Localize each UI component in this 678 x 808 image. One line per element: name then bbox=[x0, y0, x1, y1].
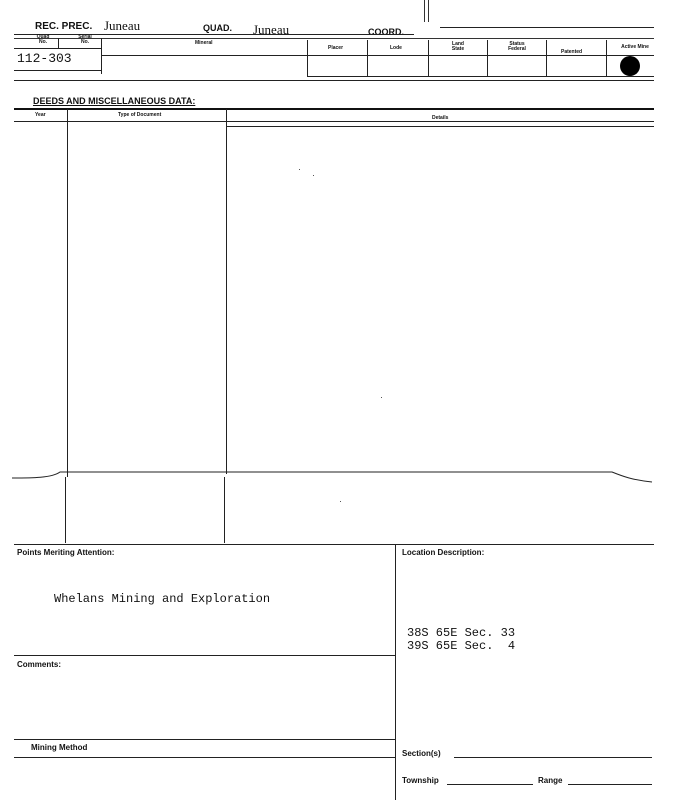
speck bbox=[299, 169, 300, 170]
scan-mark bbox=[424, 0, 429, 22]
header-sub-line bbox=[14, 38, 654, 39]
location-divider bbox=[395, 544, 396, 800]
col-lode: Lode bbox=[390, 45, 402, 51]
col-land-state: Land State bbox=[451, 41, 465, 52]
location-line-1: 38S 65E Sec. 33 bbox=[407, 626, 516, 640]
header-divider-1 bbox=[58, 38, 59, 48]
header-bottom-rule bbox=[14, 80, 654, 81]
active-mine-marker bbox=[620, 56, 640, 76]
deeds-top-rule bbox=[14, 108, 654, 110]
location-line-2: 39S 65E Sec. 4 bbox=[407, 639, 516, 653]
header-divider-3 bbox=[307, 40, 308, 76]
header-divider-8 bbox=[606, 40, 607, 76]
mining-method-label: Mining Method bbox=[31, 743, 88, 752]
quad-label: QUAD. bbox=[203, 23, 232, 33]
col-year: Year bbox=[35, 112, 46, 118]
speck bbox=[340, 501, 341, 502]
fold-line bbox=[12, 468, 654, 490]
header-divider-6 bbox=[487, 40, 488, 76]
speck bbox=[313, 175, 314, 176]
col-status-federal: Status Federal bbox=[508, 41, 526, 52]
rec-prec-label: REC. PREC. bbox=[35, 21, 93, 32]
col-active-mine: Active Mine bbox=[621, 44, 649, 50]
col-quad-no: Quad No. bbox=[36, 34, 50, 45]
rec-prec-value: Juneau bbox=[104, 18, 141, 33]
range-label: Range bbox=[538, 776, 563, 785]
points-value: Whelans Mining and Exploration bbox=[54, 592, 271, 606]
header-divider-7 bbox=[546, 40, 547, 76]
deeds-col-divider-2 bbox=[226, 109, 227, 474]
header-bottom-line-right bbox=[307, 76, 654, 77]
quad-value: Juneau bbox=[253, 22, 290, 37]
township-label: Township bbox=[402, 776, 439, 785]
header-divider-5 bbox=[428, 40, 429, 76]
comments-label: Comments: bbox=[17, 660, 62, 669]
quad-serial-value: 112-303 bbox=[17, 51, 72, 66]
township-field[interactable] bbox=[447, 784, 533, 785]
range-field[interactable] bbox=[568, 784, 652, 785]
col-serial-no: Serial No. bbox=[78, 34, 92, 45]
header-divider-4 bbox=[367, 40, 368, 76]
points-label: Points Meriting Attention: bbox=[17, 548, 115, 557]
col-type-document: Type of Document bbox=[118, 112, 162, 118]
header-top-line-right bbox=[440, 27, 654, 28]
col-mineral: Mineral bbox=[195, 40, 213, 46]
deeds-title: DEEDS AND MISCELLANEOUS DATA: bbox=[33, 96, 196, 106]
speck bbox=[381, 397, 382, 398]
deeds-header-rule bbox=[14, 121, 654, 122]
col-patented: Patented bbox=[561, 49, 583, 55]
mining-method-sub-rule bbox=[14, 757, 395, 758]
col-placer: Placer bbox=[328, 45, 344, 51]
deeds-col-divider-1b bbox=[65, 477, 66, 543]
col-details: Details bbox=[432, 115, 449, 121]
lower-section-rule bbox=[14, 544, 654, 545]
deeds-col-divider-1 bbox=[67, 109, 68, 477]
header-mid-line bbox=[14, 48, 102, 49]
header-divider-2 bbox=[101, 38, 102, 74]
header-row-line bbox=[102, 55, 654, 56]
sections-label: Section(s) bbox=[402, 749, 441, 758]
coord-label: COORD. bbox=[368, 27, 404, 37]
deeds-header-rule-2 bbox=[226, 126, 654, 127]
mining-method-rule bbox=[14, 739, 395, 740]
header-bottom-line bbox=[14, 70, 102, 71]
comments-rule bbox=[14, 655, 395, 656]
sections-field[interactable] bbox=[454, 757, 652, 758]
location-label: Location Description: bbox=[402, 548, 485, 557]
deeds-col-divider-2b bbox=[224, 477, 225, 543]
